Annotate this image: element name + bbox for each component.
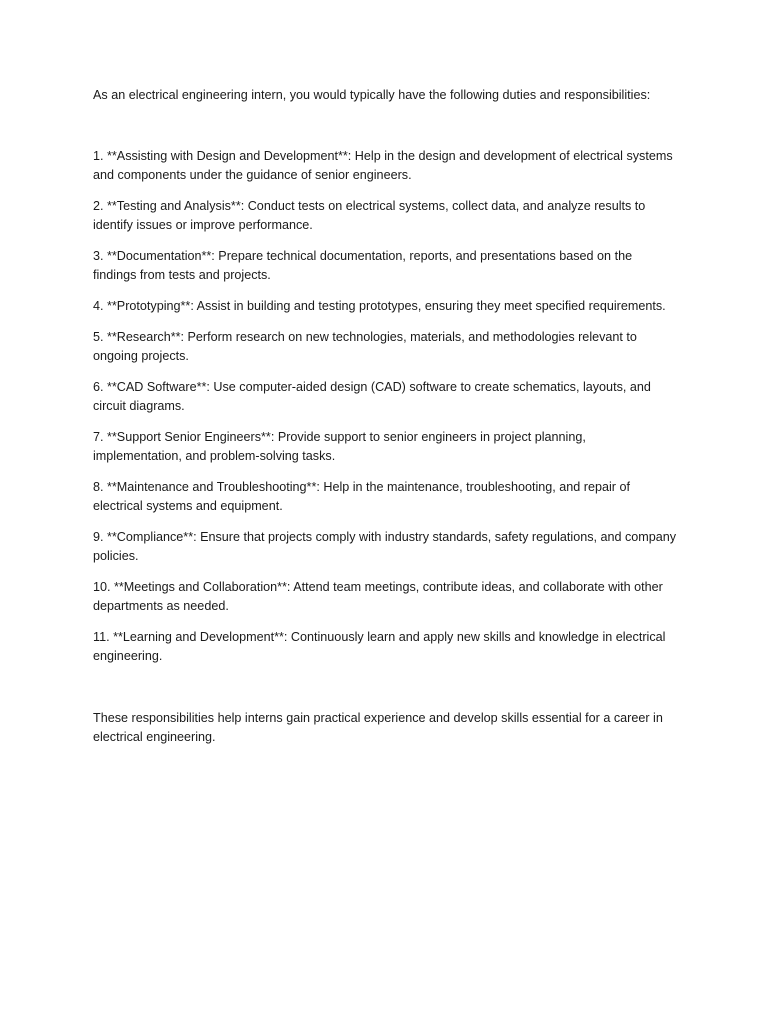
intro-paragraph: As an electrical engineering intern, you would typically have the following duties and responsibilities:	[93, 88, 651, 102]
duty-item-9: 9. **Compliance**: Ensure that projects comply with industry standards, safety regulations, and company policies.	[93, 530, 677, 563]
duty-item-7: 7. **Support Senior Engineers**: Provide support to senior engineers in project planning, implementation, and problem-solving tasks.	[93, 430, 586, 463]
duty-item-4: 4. **Prototyping**: Assist in building and testing prototypes, ensuring they meet specified requirements.	[93, 299, 666, 313]
closing-paragraph: These responsibilities help interns gain practical experience and develop skills essential for a career in electrical engineering.	[93, 711, 663, 744]
duty-item-8: 8. **Maintenance and Troubleshooting**: Help in the maintenance, troubleshooting, and repair of electrical systems and equipment.	[93, 480, 630, 513]
duty-item-3: 3. **Documentation**: Prepare technical documentation, reports, and presentations based on the findings from tests and projects.	[93, 249, 633, 282]
duties-list	[93, 147, 678, 666]
duty-item-6: 6. **CAD Software**: Use computer-aided design (CAD) software to create schematics, layouts, and circuit diagrams.	[93, 380, 651, 413]
duty-item-5: 5. **Research**: Perform research on new technologies, materials, and methodologies relevant to ongoing projects.	[93, 330, 637, 363]
document-body	[93, 86, 678, 747]
duty-item-2: 2. **Testing and Analysis**: Conduct tests on electrical systems, collect data, and analyze results to identify issues or improve performance.	[93, 199, 646, 232]
duty-item-11: 11. **Learning and Development**: Continuously learn and apply new skills and knowledge in electrical engineering.	[93, 630, 666, 663]
duty-item-10: 10. **Meetings and Collaboration**: Attend team meetings, contribute ideas, and collaborate with other departments as needed.	[93, 580, 663, 613]
duty-item-1: 1. **Assisting with Design and Development**: Help in the design and development of electrical systems and components under the guidance of senior engineers.	[93, 149, 673, 182]
